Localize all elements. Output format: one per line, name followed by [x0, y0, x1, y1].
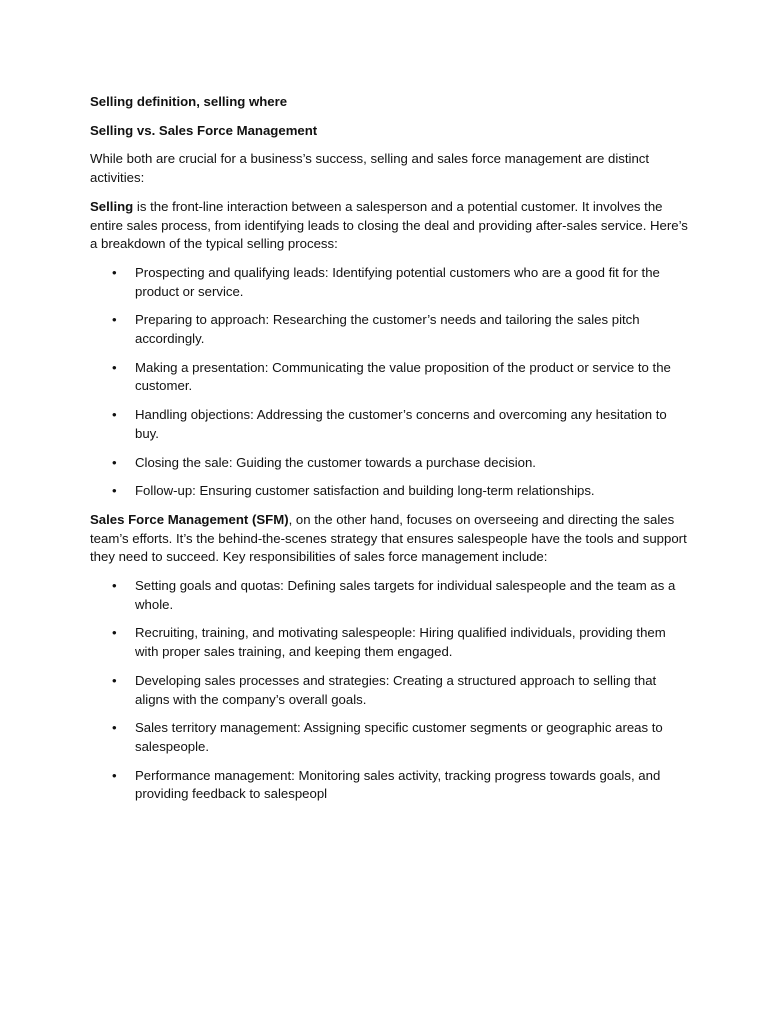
list-item [90, 719, 690, 756]
list-item-text: Closing the sale: Guiding the customer towards a purchase decision. [135, 454, 536, 470]
list-item-text: Handling objections: Addressing the customer’s concerns and overcoming any hesitation to buy. [135, 407, 667, 441]
bullet-icon: • [112, 720, 117, 736]
bullet-icon: • [112, 483, 117, 499]
list-item-text: Sales territory management: Assigning specific customer segments or geographic areas to salespeople. [135, 720, 663, 754]
list-item-text: Preparing to approach: Researching the customer’s needs and tailoring the sales pitch accordingly. [135, 312, 640, 347]
list-item [90, 406, 690, 443]
selling-term: Selling [90, 198, 134, 214]
list-item-text: Prospecting and qualifying leads: Identifying potential customers who are a good fit for the product or service. [135, 264, 660, 299]
list-item [90, 359, 690, 396]
bullet-icon: • [112, 767, 117, 783]
list-item-text: Setting goals and quotas: Defining sales targets for individual salespeople and the team as a whole. [135, 578, 676, 612]
bullet-icon: • [112, 264, 117, 280]
sfm-responsibilities-list [90, 577, 690, 804]
list-item [90, 311, 690, 348]
list-item-text: Recruiting, training, and motivating salespeople: Hiring qualified individuals, providing them with proper sales training, and keeping them engaged. [135, 625, 666, 660]
list-item [90, 767, 690, 804]
bullet-icon: • [112, 625, 117, 641]
bullet-icon: • [112, 407, 117, 423]
list-item-text: Follow-up: Ensuring customer satisfaction and building long-term relationships. [135, 483, 595, 499]
list-item [90, 624, 690, 661]
list-item [90, 672, 690, 709]
selling-process-list [90, 264, 690, 501]
list-item [90, 482, 690, 501]
selling-description: is the front-line interaction between a salesperson and a potential customer. It involves the entire sales process, from identifying leads to closing the deal and providing after-sales service. Here’s a breakdown of the typical selling process: [90, 198, 688, 252]
bullet-icon: • [112, 312, 117, 328]
bullet-icon: • [112, 672, 117, 688]
sfm-term: Sales Force Management (SFM) [90, 511, 289, 527]
list-item [90, 264, 690, 301]
list-item-text: Performance management: Monitoring sales activity, tracking progress towards goals, and providing feedback to salespeopl [135, 767, 661, 802]
section-heading: Selling vs. Sales Force Management [90, 122, 318, 138]
list-item [90, 454, 690, 473]
bullet-icon: • [112, 359, 117, 375]
bullet-icon: • [112, 454, 117, 470]
list-item-text: Making a presentation: Communicating the value proposition of the product or service to the customer. [135, 359, 671, 394]
document-body [90, 93, 690, 814]
sfm-description: , on the other hand, focuses on overseeing and directing the sales team’s efforts. It’s the behind-the-scenes strategy that ensures salespeople have the tools and support they need to succeed. Key responsibilities of sales force management include: [90, 511, 687, 565]
selling-paragraph [90, 198, 690, 254]
intro-paragraph: While both are crucial for a business’s success, selling and sales force management are distinct activities: [90, 151, 650, 186]
list-item-text: Developing sales processes and strategies: Creating a structured approach to selling that aligns with the company’s overall goals. [135, 672, 657, 707]
sfm-paragraph [90, 511, 690, 567]
list-item [90, 577, 690, 614]
bullet-icon: • [112, 578, 117, 594]
document-title: Selling definition, selling where [90, 94, 288, 109]
